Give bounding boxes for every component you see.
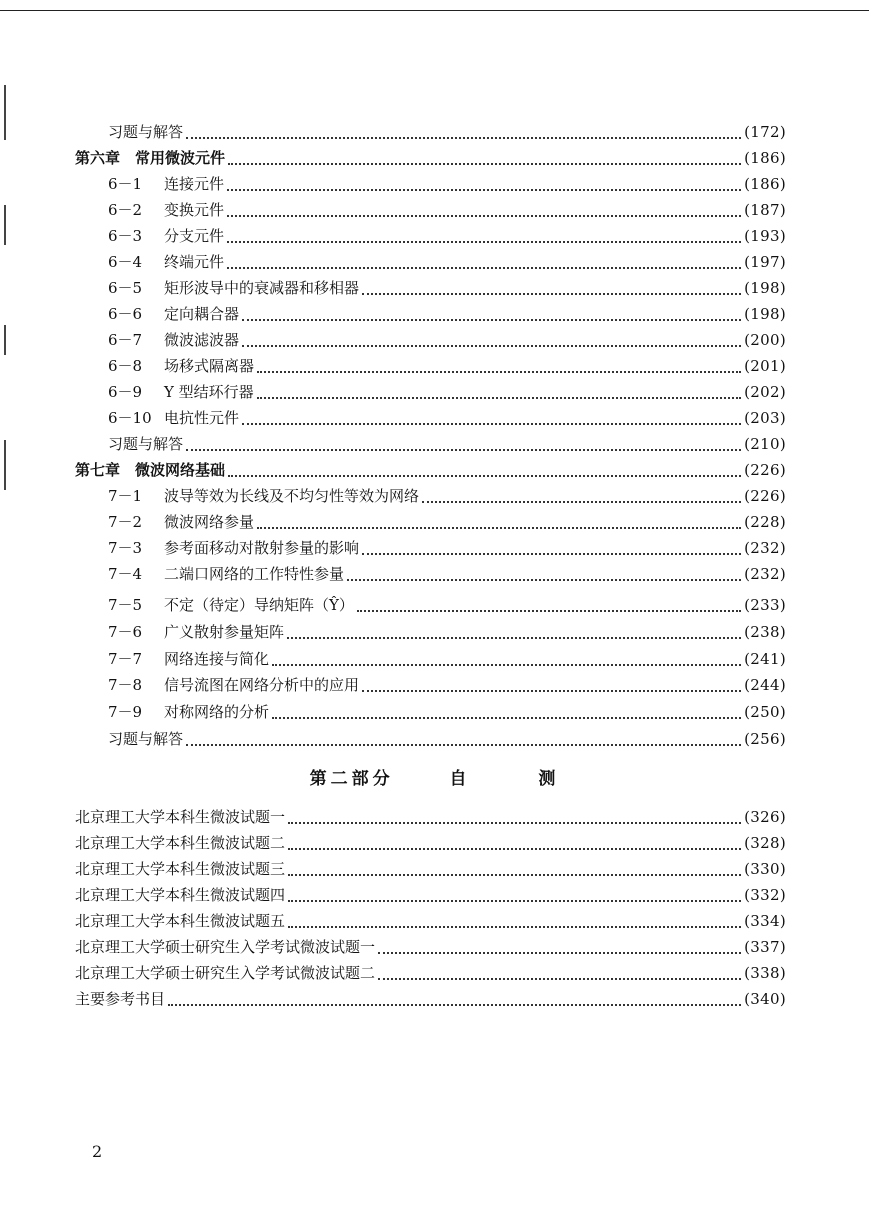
entry-page: (202): [744, 383, 786, 401]
leader-dots: [272, 652, 741, 666]
entry-page: (232): [744, 565, 786, 583]
section-number: 7－7: [108, 650, 143, 668]
toc-references[interactable]: [75, 988, 786, 1010]
entry-page: (338): [744, 964, 786, 982]
section-number: 6－8: [108, 357, 143, 375]
leader-dots: [362, 541, 741, 555]
part-title-label: 第二部分: [309, 769, 394, 789]
toc-entry-exercises[interactable]: [108, 433, 786, 455]
toc-section[interactable]: [108, 407, 786, 429]
entry-page: (226): [744, 461, 786, 479]
leader-dots: [288, 888, 741, 902]
toc-section[interactable]: [108, 511, 786, 533]
part-two-heading: [0, 764, 869, 789]
toc-exam-entry[interactable]: [75, 858, 786, 880]
leader-dots: [227, 203, 741, 217]
toc-section[interactable]: [108, 674, 786, 696]
entry-page: (250): [744, 703, 786, 721]
toc-section[interactable]: [108, 701, 786, 723]
entry-title: 第六章 常用微波元件: [75, 149, 226, 167]
toc-section[interactable]: [108, 563, 786, 585]
entry-title: 微波网络参量: [164, 513, 255, 531]
leader-dots: [227, 177, 741, 191]
margin-mark: [4, 440, 6, 490]
leader-dots: [288, 836, 741, 850]
entry-title: 习题与解答: [108, 730, 184, 748]
leader-dots: [186, 732, 741, 746]
toc-chapter-6[interactable]: [75, 147, 786, 169]
toc-entry-exercises[interactable]: [108, 121, 786, 143]
entry-page: (197): [744, 253, 786, 271]
entry-title: 北京理工大学本科生微波试题二: [75, 834, 286, 852]
section-number: 7－2: [108, 513, 143, 531]
entry-page: (238): [744, 623, 786, 641]
section-number: 7－9: [108, 703, 143, 721]
entry-page: (330): [744, 860, 786, 878]
entry-title: 场移式隔离器: [164, 357, 255, 375]
leader-dots: [272, 705, 741, 719]
entry-title: 矩形波导中的衰减器和移相器: [164, 279, 360, 297]
toc-entry-exercises[interactable]: [108, 728, 786, 750]
toc-section[interactable]: [108, 355, 786, 377]
toc-section[interactable]: [108, 251, 786, 273]
entry-title: 定向耦合器: [164, 305, 240, 323]
entry-page: (198): [744, 279, 786, 297]
margin-mark: [4, 205, 6, 245]
entry-page: (200): [744, 331, 786, 349]
entry-title: 连接元件: [164, 175, 225, 193]
leader-dots: [378, 940, 741, 954]
leader-dots: [288, 862, 741, 876]
section-number: 6－2: [108, 201, 143, 219]
section-number: 7－4: [108, 565, 143, 583]
entry-page: (244): [744, 676, 786, 694]
entry-title: 北京理工大学本科生微波试题三: [75, 860, 286, 878]
entry-title: 对称网络的分析: [164, 703, 270, 721]
entry-title: 二端口网络的工作特性参量: [164, 565, 345, 583]
entry-page: (233): [744, 596, 786, 614]
entry-page: (328): [744, 834, 786, 852]
toc-section[interactable]: [108, 329, 786, 351]
entry-title: 变换元件: [164, 201, 225, 219]
leader-dots: [378, 966, 741, 980]
toc-exam-entry[interactable]: [75, 962, 786, 984]
entry-title: 第七章 微波网络基础: [75, 461, 226, 479]
entry-page: (256): [744, 730, 786, 748]
entry-title: 北京理工大学本科生微波试题四: [75, 886, 286, 904]
leader-dots: [288, 914, 741, 928]
entry-title: 习题与解答: [108, 123, 184, 141]
section-number: 6－5: [108, 279, 143, 297]
leader-dots: [288, 810, 741, 824]
entry-page: (226): [744, 487, 786, 505]
toc-section[interactable]: [108, 225, 786, 247]
entry-page: (203): [744, 409, 786, 427]
entry-page: (186): [744, 175, 786, 193]
toc-section[interactable]: [108, 485, 786, 507]
entry-title: 信号流图在网络分析中的应用: [164, 676, 360, 694]
entry-page: (210): [744, 435, 786, 453]
leader-dots: [186, 125, 741, 139]
entry-title: 北京理工大学硕士研究生入学考试微波试题二: [75, 964, 376, 982]
entry-page: (334): [744, 912, 786, 930]
toc-section[interactable]: [108, 277, 786, 299]
section-number: 6－4: [108, 253, 143, 271]
part-title-word-1: 自: [449, 769, 471, 789]
entry-page: (337): [744, 938, 786, 956]
page-number: 2: [92, 1142, 103, 1161]
entry-page: (201): [744, 357, 786, 375]
toc-section[interactable]: [108, 648, 786, 670]
entry-page: (241): [744, 650, 786, 668]
entry-page: (187): [744, 201, 786, 219]
section-number: 6－10: [108, 409, 152, 427]
leader-dots: [362, 281, 741, 295]
entry-page: (326): [744, 808, 786, 826]
leader-dots: [242, 411, 741, 425]
entry-title: 微波滤波器: [164, 331, 240, 349]
section-number: 7－3: [108, 539, 143, 557]
top-corner-mark: [855, 4, 869, 11]
part-title-word-2: 测: [538, 769, 560, 789]
leader-dots: [227, 229, 741, 243]
leader-dots: [257, 515, 741, 529]
toc-exam-entry[interactable]: [75, 884, 786, 906]
section-number: 6－6: [108, 305, 143, 323]
toc-section[interactable]: [108, 303, 786, 325]
entry-title: 网络连接与简化: [164, 650, 270, 668]
margin-mark: [4, 325, 6, 355]
entry-title: 北京理工大学硕士研究生入学考试微波试题一: [75, 938, 376, 956]
leader-dots: [257, 359, 741, 373]
section-number: 7－1: [108, 487, 143, 505]
entry-page: (340): [744, 990, 786, 1008]
entry-title: 广义散射参量矩阵: [164, 623, 285, 641]
toc-section[interactable]: [108, 537, 786, 559]
leader-dots: [257, 385, 741, 399]
entry-title: 主要参考书目: [75, 990, 166, 1008]
top-rule: [0, 10, 869, 11]
entry-title: 习题与解答: [108, 435, 184, 453]
leader-dots: [168, 992, 741, 1006]
entry-page: (332): [744, 886, 786, 904]
toc-exam-entry[interactable]: [75, 832, 786, 854]
entry-title: Y 型结环行器: [164, 383, 254, 401]
leader-dots: [242, 333, 741, 347]
leader-dots: [228, 151, 741, 165]
entry-page: (186): [744, 149, 786, 167]
toc-chapter-7[interactable]: [75, 459, 786, 481]
leader-dots: [242, 307, 741, 321]
toc-section[interactable]: [108, 594, 786, 616]
section-number: 6－9: [108, 383, 143, 401]
section-number: 6－3: [108, 227, 143, 245]
margin-mark: [4, 85, 6, 140]
section-number: 7－6: [108, 623, 143, 641]
section-number: 7－8: [108, 676, 143, 694]
toc-exam-entry[interactable]: [75, 806, 786, 828]
toc-section[interactable]: [108, 621, 786, 643]
entry-title: 北京理工大学本科生微波试题一: [75, 808, 286, 826]
leader-dots: [287, 625, 741, 639]
entry-page: (228): [744, 513, 786, 531]
entry-title: 参考面移动对散射参量的影响: [164, 539, 360, 557]
section-number: 6－1: [108, 175, 143, 193]
toc-exam-entry[interactable]: [75, 936, 786, 958]
entry-title: 不定（待定）导纳矩阵（Ŷ）: [164, 596, 354, 614]
entry-page: (198): [744, 305, 786, 323]
leader-dots: [228, 463, 741, 477]
entry-page: (193): [744, 227, 786, 245]
entry-page: (232): [744, 539, 786, 557]
toc-section[interactable]: [108, 173, 786, 195]
leader-dots: [347, 567, 741, 581]
entry-title: 终端元件: [164, 253, 225, 271]
section-number: 7－5: [108, 596, 143, 614]
entry-title: 分支元件: [164, 227, 225, 245]
leader-dots: [362, 678, 741, 692]
section-number: 6－7: [108, 331, 143, 349]
entry-page: (172): [744, 123, 786, 141]
entry-title: 北京理工大学本科生微波试题五: [75, 912, 286, 930]
leader-dots: [357, 598, 741, 612]
entry-title: 电抗性元件: [164, 409, 240, 427]
toc-section[interactable]: [108, 381, 786, 403]
toc-section[interactable]: [108, 199, 786, 221]
toc-exam-entry[interactable]: [75, 910, 786, 932]
leader-dots: [227, 255, 741, 269]
entry-title: 波导等效为长线及不均匀性等效为网络: [164, 487, 420, 505]
leader-dots: [422, 489, 741, 503]
leader-dots: [186, 437, 741, 451]
